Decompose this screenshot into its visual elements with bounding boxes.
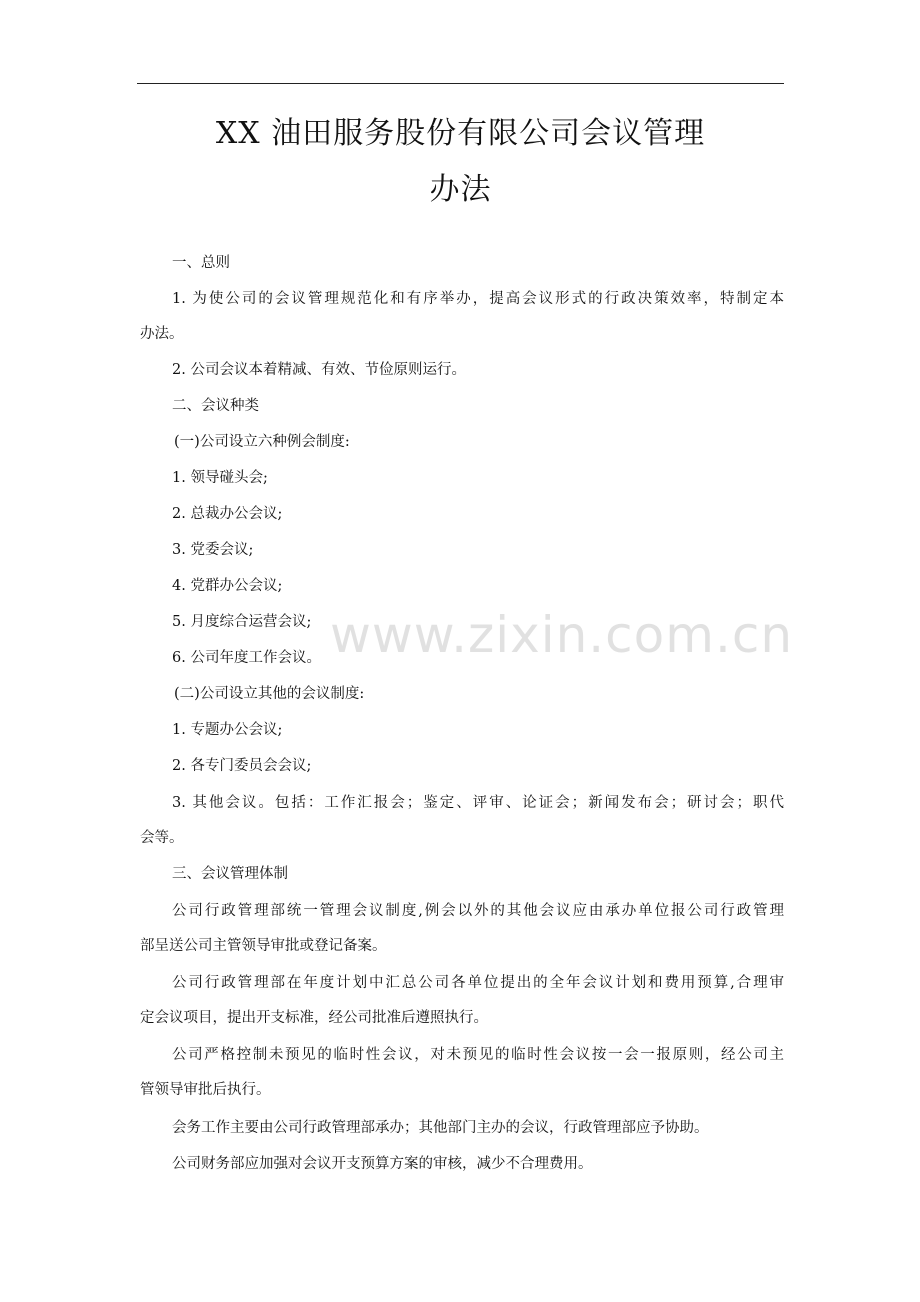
document-title-line2: 办法 bbox=[429, 172, 492, 207]
paragraph-line: 定会议项目，提出开支标准，经公司批准后遵照执行。 bbox=[140, 1010, 488, 1026]
watermark: www.zixin.com.cn bbox=[330, 606, 794, 664]
list-item: 1. 专题办公会议; bbox=[172, 722, 283, 738]
list-item: 5. 月度综合运营会议; bbox=[172, 614, 312, 630]
list-item: 2. 总裁办公会议; bbox=[172, 506, 283, 522]
paragraph-line: 会务工作主要由公司行政管理部承办；其他部门主办的会议，行政管理部应予协助。 bbox=[172, 1120, 709, 1136]
paragraph-line: 管领导审批后执行。 bbox=[140, 1082, 271, 1098]
list-item: 4. 党群办公会议; bbox=[172, 578, 283, 594]
list-item: 6. 公司年度工作会议。 bbox=[172, 650, 321, 666]
header-rule bbox=[137, 83, 784, 84]
paragraph-line: 办法。 bbox=[140, 326, 184, 342]
paragraph-line: 3. 其他会议。包括：工作汇报会；鉴定、评审、论证会；新闻发布会；研讨会；职代 bbox=[172, 795, 784, 811]
section-heading-general: 一、总则 bbox=[172, 255, 230, 271]
subsection-heading: (二)公司设立其他的会议制度: bbox=[174, 686, 365, 702]
list-item: 3. 党委会议; bbox=[172, 542, 254, 558]
paragraph-line: 公司行政管理部统一管理会议制度,例会以外的其他会议应由承办单位报公司行政管理 bbox=[172, 903, 784, 919]
section-heading-meeting-types: 二、会议种类 bbox=[172, 398, 259, 414]
paragraph-line: 会等。 bbox=[140, 830, 184, 846]
paragraph-line: 2. 公司会议本着精减、有效、节俭原则运行。 bbox=[172, 362, 466, 378]
paragraph-line: 公司严格控制未预见的临时性会议，对未预见的临时性会议按一会一报原则，经公司主 bbox=[172, 1047, 784, 1063]
list-item: 2. 各专门委员会会议; bbox=[172, 758, 312, 774]
section-heading-management-system: 三、会议管理体制 bbox=[172, 866, 288, 882]
paragraph-line: 公司财务部应加强对会议开支预算方案的审核，减少不合理费用。 bbox=[172, 1156, 593, 1172]
paragraph-line: 1. 为使公司的会议管理规范化和有序举办，提高会议形式的行政决策效率，特制定本 bbox=[172, 291, 784, 307]
paragraph-line: 部呈送公司主管领导审批或登记备案。 bbox=[140, 938, 387, 954]
document-title-line1: XX 油田服务股份有限公司会议管理 bbox=[215, 116, 706, 151]
paragraph-line: 公司行政管理部在年度计划中汇总公司各单位提出的全年会议计划和费用预算,合理审 bbox=[172, 975, 784, 991]
list-item: 1. 领导碰头会; bbox=[172, 470, 268, 486]
subsection-heading: (一)公司设立六种例会制度: bbox=[174, 434, 350, 450]
